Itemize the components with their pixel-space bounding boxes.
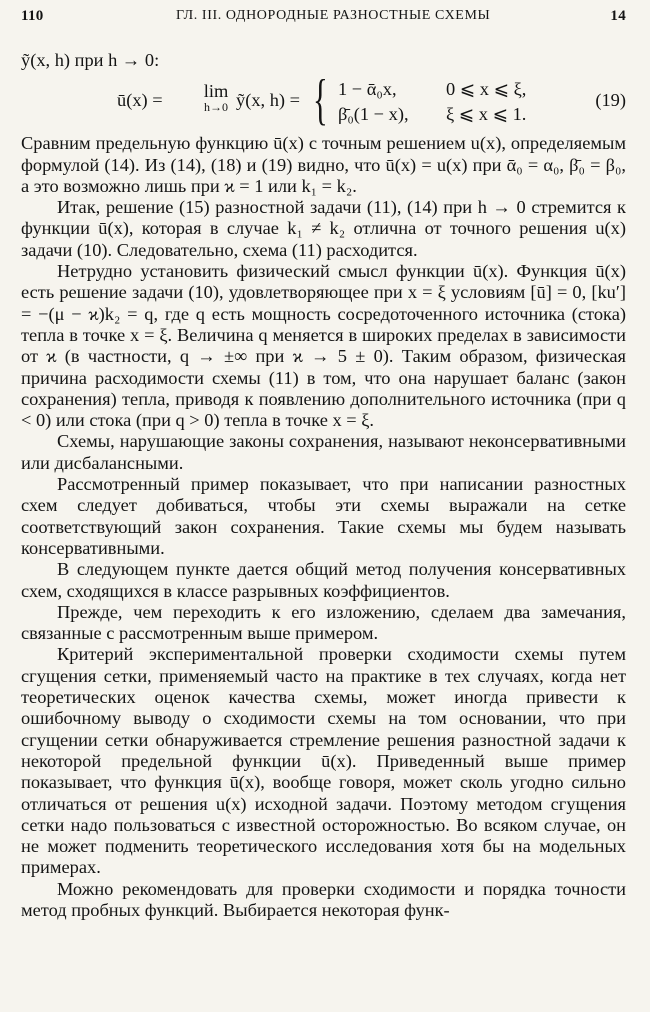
- case-2-condition: ξ ⩽ x ⩽ 1.: [446, 104, 527, 125]
- equation-number: (19): [595, 90, 626, 111]
- page-number: 110: [21, 8, 44, 24]
- section-number: 14: [610, 8, 626, 24]
- paragraph-6: В следующем пункте дается общий метод получения консервативных схем, сходящихся в классе разрывных коэффициентов.: [21, 559, 626, 601]
- limit-subscript: h→0: [204, 99, 228, 114]
- paragraph-8: Критерий экспериментальной проверки сходимости схемы путем сгущения сетки, применяемый часто на практике в тех случаях, когда нет теоретических оценок качества схемы, может иногда привести к ошибочному выводу о сходимости схемы на том основании, что при сгущении сетки обнаруживается стремление решения разностной задачи к некоторой предельной функции ū(x). Приведенный выше пример показывает, что функция ū(x), вообще говоря, может сколь угодно сильно отличаться от решения u(x) исходной задачи. Поэтому методом сгущения сетки надо пользоваться с известной осторожностью. Во всяком случае, он не может подменить теоретического исследования хотя бы на модельных примерах.: [21, 644, 626, 878]
- paragraph-2: Итак, решение (15) разностной задачи (11), (14) при h → 0 стремится к функции ū(x), которая в случае k₁ ≠ k₂ отлична от точного решения u(x) задачи (10). Следовательно, схема (11) расходится.: [21, 197, 626, 260]
- case-1-condition: 0 ⩽ x ⩽ ξ,: [446, 79, 527, 100]
- running-title: ГЛ. III. ОДНОРОДНЫЕ РАЗНОСТНЫЕ СХЕМЫ: [176, 8, 491, 23]
- paragraph-3: Нетрудно установить физический смысл функции ū(x). Функция ū(x) есть решение задачи (10), удовлетворяющее при x = ξ условиям [ū] = 0, [ku′] = −(μ − ϰ)k₂ = q, где q есть мощность сосредоточенного источника (стока) тепла в точке x = ξ. Величина q меняется в широких пределах в зависимости от ϰ (в частности, q → ±∞ при ϰ → 5 ± 0). Таким образом, физическая причина расходимости схемы (11) в том, что она нарушает баланс (закон сохранения) тепла, приводя к появлению дополнительного источника (при q < 0) или стока (при q > 0) тепла в точке x = ξ.: [21, 261, 626, 431]
- cases-brace: {: [313, 69, 328, 132]
- equation-lhs: ū(x) =: [117, 90, 163, 111]
- equation-middle: ỹ(x, h) =: [236, 90, 300, 111]
- limit-label: lim: [203, 81, 229, 102]
- paragraph-9: Можно рекомендовать для проверки сходимости и порядка точности метод пробных функций. Выбирается некоторая функ-: [21, 878, 626, 920]
- paragraph-4: Схемы, нарушающие законы сохранения, называют неконсервативными или дисбалансными.: [21, 431, 626, 473]
- limit-operator: [194, 81, 238, 112]
- paragraph-7: Прежде, чем переходить к его изложению, сделаем два замечания, связанные с рассмотренным выше примером.: [21, 601, 626, 644]
- paragraph-5: Рассмотренный пример показывает, что при написании разностных схем следует добиваться, чтобы эти схемы выражали на сетке соответствующий закон сохранения. Такие схемы мы будем называть консервативными.: [21, 474, 626, 558]
- page-body: [21, 50, 626, 921]
- paragraph-1: Сравним предельную функцию ū(x) с точным решением u(x), определяемым формулой (14). Из (14), (18) и (19) видно, что ū(x) = u(x) при ᾱ₀ = α₀, β̄₀ = β₀, а это возможно лишь при ϰ = 1 или k₁ = k₂.: [21, 133, 626, 196]
- case-2-expression: β̄₀(1 − x),: [338, 104, 409, 125]
- formula-intro: ỹ(x, h) при h → 0:: [21, 50, 160, 70]
- page-header: [21, 8, 626, 32]
- equation-19: [21, 69, 626, 132]
- case-1-expression: 1 − ᾱ₀x,: [338, 79, 397, 100]
